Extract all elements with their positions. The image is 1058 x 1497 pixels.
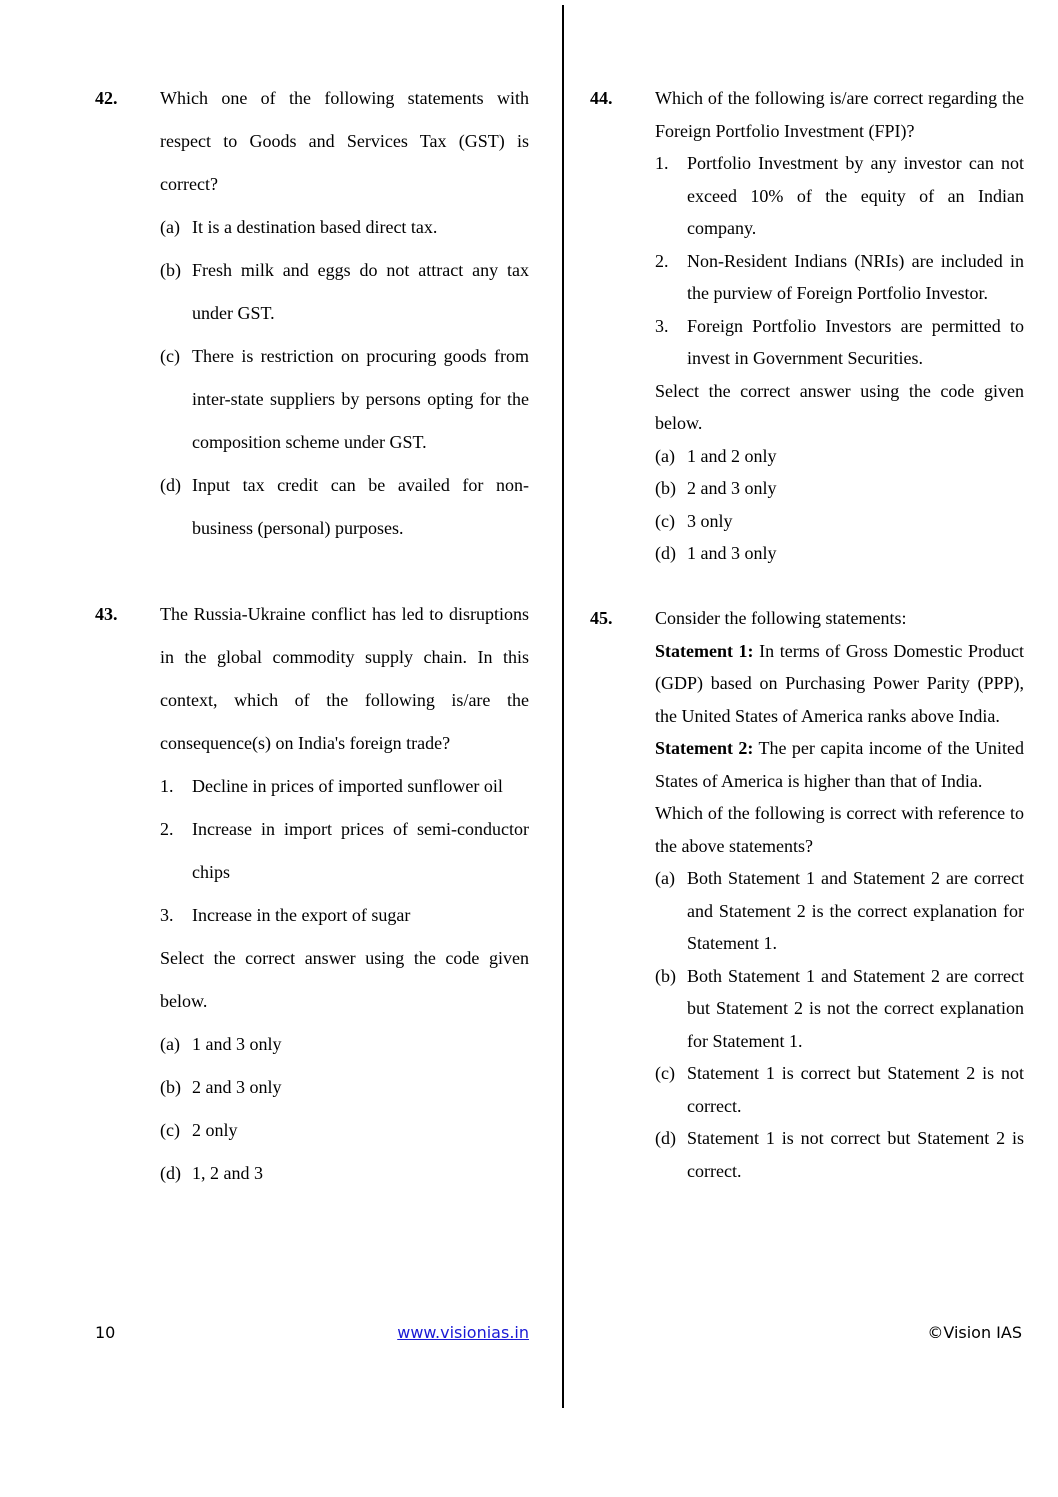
option-text: 1, 2 and 3 [192, 1163, 263, 1183]
item-label: 3. [655, 315, 669, 336]
item-label: 2. [160, 819, 174, 839]
column-divider [562, 5, 564, 1408]
question-44 [590, 82, 1024, 570]
instruction: Select the correct answer using the code given below. [655, 380, 1024, 433]
item-text: Non-Resident Indians (NRIs) are included in the purview of Foreign Portfolio Investor. [687, 250, 1024, 303]
statement-2 [655, 732, 1024, 797]
statement-3 [655, 310, 1024, 375]
option-c [160, 1109, 529, 1152]
question-45 [590, 602, 1024, 1187]
option-label: (d) [655, 543, 676, 563]
option-a [655, 440, 1024, 473]
option-label: (a) [655, 445, 675, 466]
option-label: (b) [160, 1077, 181, 1097]
option-c [655, 1057, 1024, 1122]
option-a [655, 862, 1024, 960]
option-c [160, 335, 529, 464]
question-stem: Consider the following statements: [655, 608, 907, 628]
statement-3 [160, 894, 529, 937]
option-text: 3 only [687, 510, 733, 531]
option-text: 2 and 3 only [687, 478, 777, 498]
statement-label: Statement 2: [655, 738, 754, 758]
question-number: 42. [95, 88, 118, 108]
option-b [655, 472, 1024, 505]
question-stem: The Russia-Ukraine conflict has led to disruptions in the global commodity supply chain. In this context, which of the following is/are the consequence(s) on India's foreign trade? [160, 604, 529, 753]
question-number: 45. [590, 608, 613, 628]
option-a [160, 1023, 529, 1066]
question-number: 43. [95, 604, 118, 624]
option-label: (a) [160, 217, 180, 237]
option-text: There is restriction on procuring goods from inter-state suppliers by persons opting for the composition scheme under GST. [192, 346, 529, 452]
option-label: (a) [655, 868, 675, 888]
option-b [160, 249, 529, 335]
option-text: 1 and 3 only [687, 543, 777, 563]
option-label: (d) [655, 1128, 676, 1148]
statement-label: Statement 1: [655, 640, 754, 661]
item-label: 1. [160, 776, 174, 796]
option-label: (d) [160, 1163, 181, 1183]
option-d [160, 464, 529, 550]
item-text: Portfolio Investment by any investor can not exceed 10% of the equity of an Indian company. [687, 153, 1024, 238]
option-b [160, 1066, 529, 1109]
statement-text: In terms of Gross Domestic Product (GDP) based on Purchasing Power Parity (PPP), the United States of America ranks above India. [655, 640, 1024, 726]
option-text: It is a destination based direct tax. [192, 217, 438, 237]
statement-text: The per capita income of the United States of America is higher than that of India. [655, 738, 1024, 791]
option-a [160, 206, 529, 249]
option-d [655, 1122, 1024, 1187]
statement-1 [160, 765, 529, 808]
item-text: Increase in import prices of semi-conductor chips [192, 819, 529, 882]
option-d [160, 1152, 529, 1195]
item-text: Decline in prices of imported sunflower oil [192, 776, 503, 796]
option-text: Input tax credit can be availed for non-business (personal) purposes. [192, 475, 529, 538]
option-label: (c) [655, 510, 675, 531]
option-label: (d) [160, 475, 181, 495]
item-text: Increase in the export of sugar [192, 905, 411, 925]
option-d [655, 537, 1024, 570]
question-stem: Which one of the following statements with respect to Goods and Services Tax (GST) is correct? [160, 88, 529, 194]
option-text: 2 and 3 only [192, 1077, 282, 1097]
option-text: Statement 1 is not correct but Statement 2 is correct. [687, 1128, 1024, 1181]
option-label: (c) [655, 1063, 675, 1083]
instruction: Select the correct answer using the code given below. [160, 948, 529, 1011]
item-label: 2. [655, 250, 669, 271]
option-label: (c) [160, 346, 180, 366]
statement-2 [655, 245, 1024, 310]
item-label: 3. [160, 905, 174, 925]
option-label: (a) [160, 1034, 180, 1054]
statement-2 [160, 808, 529, 894]
statement-1 [655, 147, 1024, 245]
statement-1 [655, 635, 1024, 733]
option-b [655, 960, 1024, 1058]
option-label: (b) [655, 478, 676, 498]
option-label: (c) [160, 1120, 180, 1140]
question-stem: Which of the following is/are correct regarding the Foreign Portfolio Investment (FPI)? [655, 88, 1024, 141]
item-text: Foreign Portfolio Investors are permitted to invest in Government Securities. [687, 315, 1024, 368]
option-text: 1 and 3 only [192, 1034, 282, 1054]
instruction: Which of the following is correct with reference to the above statements? [655, 803, 1024, 856]
right-column [590, 82, 1024, 1187]
option-text: Both Statement 1 and Statement 2 are correct and Statement 2 is the correct explanation for Statement 1. [687, 868, 1024, 953]
option-text: Statement 1 is correct but Statement 2 is not correct. [687, 1063, 1024, 1116]
website-link[interactable]: www.visionias.in [397, 1323, 529, 1342]
option-text: 1 and 2 only [687, 445, 777, 466]
question-number: 44. [590, 88, 613, 108]
option-c [655, 505, 1024, 538]
option-label: (b) [655, 965, 676, 986]
question-42 [95, 77, 529, 550]
item-label: 1. [655, 153, 669, 173]
left-column [95, 77, 529, 1195]
option-text: Fresh milk and eggs do not attract any tax under GST. [192, 260, 529, 323]
page-number: 10 [95, 1323, 116, 1342]
question-43 [95, 593, 529, 1195]
option-label: (b) [160, 260, 181, 280]
copyright: ©Vision IAS [927, 1323, 1022, 1342]
option-text: 2 only [192, 1120, 238, 1140]
option-text: Both Statement 1 and Statement 2 are correct but Statement 2 is not the correct explanation for Statement 1. [687, 965, 1024, 1051]
